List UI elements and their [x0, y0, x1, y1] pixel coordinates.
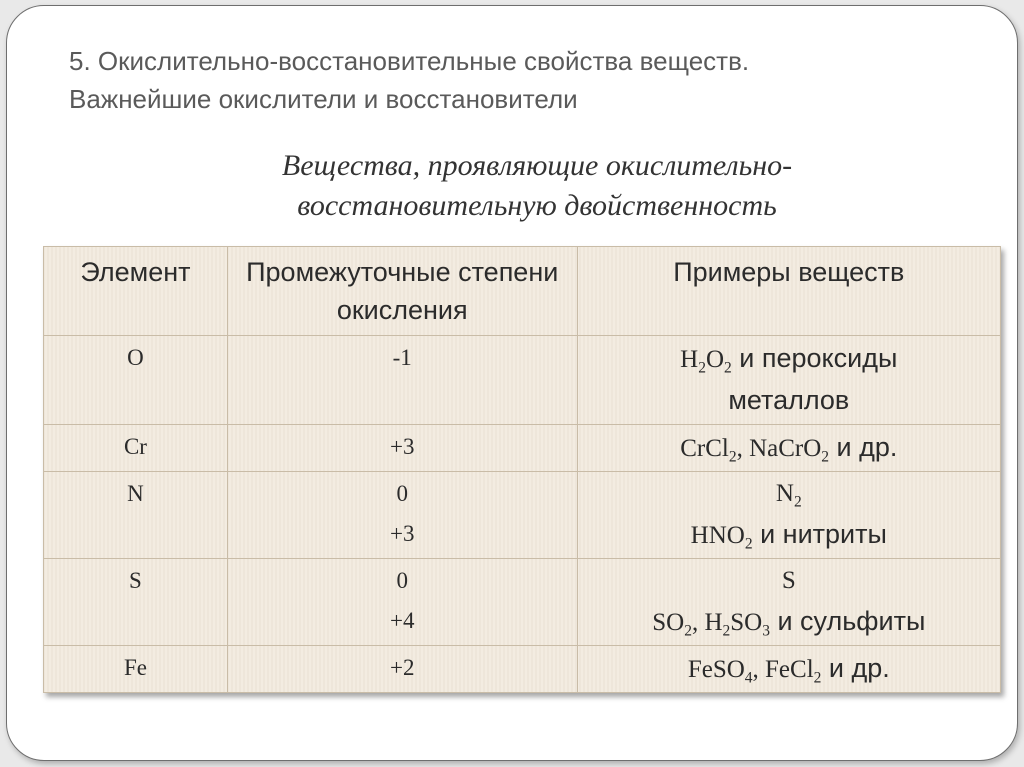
slide-subtitle	[137, 146, 937, 226]
cell-oxidation-state	[227, 472, 577, 559]
formula-text: , FeCl	[752, 656, 814, 683]
table-header-row	[44, 247, 1001, 336]
example-text: металлов	[728, 385, 850, 415]
subtitle-line-1: Вещества, проявляющие окислительно-	[281, 149, 793, 182]
example-text: и др.	[821, 653, 890, 683]
oxidation-value: -1	[392, 345, 412, 370]
table-row	[44, 559, 1001, 646]
table-row	[44, 336, 1001, 425]
formula-text: SO	[730, 609, 763, 636]
cell-element: Fe	[44, 646, 228, 693]
formula-text: FeSO	[687, 656, 745, 683]
formula-subscript: 2	[793, 493, 802, 511]
example-line	[584, 601, 994, 643]
example-line	[584, 648, 994, 690]
cell-examples	[577, 559, 1000, 646]
formula-subscript: 4	[744, 669, 753, 687]
example-line	[584, 474, 994, 514]
oxidation-value: +3	[389, 434, 415, 459]
cell-oxidation-state	[227, 336, 577, 425]
header-oxidation-line-2: степени окисления	[336, 257, 559, 325]
formula-text: N	[775, 480, 794, 507]
table-row	[44, 646, 1001, 693]
table-row	[44, 472, 1001, 559]
formula-subscript: 2	[821, 448, 830, 466]
example-line	[584, 380, 994, 422]
slide	[6, 5, 1018, 761]
oxidation-value: 0	[396, 568, 408, 593]
formula-subscript: 2	[684, 622, 692, 640]
formula-text: S	[781, 567, 796, 594]
example-line	[584, 514, 994, 556]
cell-oxidation-state	[227, 425, 577, 472]
formula-text: , H	[691, 609, 723, 636]
formula-text: SO	[652, 609, 685, 636]
example-line	[584, 561, 994, 601]
header-element: Элемент	[44, 247, 228, 336]
formula-text: CrCl	[680, 435, 729, 462]
header-examples: Примеры веществ	[577, 247, 1000, 336]
title-line-2: Важнейшие окислители и восстановители	[69, 84, 578, 114]
oxidation-value: 0	[396, 481, 408, 506]
table-row	[44, 425, 1001, 472]
formula-subscript: 2	[698, 359, 706, 377]
oxidation-value: +3	[389, 521, 415, 546]
example-text: и сульфиты	[769, 606, 926, 636]
cell-oxidation-state	[227, 559, 577, 646]
example-text: и нитриты	[752, 519, 887, 549]
cell-element: O	[44, 336, 228, 425]
example-text: и др.	[829, 432, 898, 462]
cell-examples	[577, 336, 1000, 425]
formula-text: H	[680, 346, 699, 373]
formula-subscript: 3	[762, 622, 770, 640]
cell-examples	[577, 646, 1000, 693]
formula-subscript: 2	[728, 448, 737, 466]
oxidation-value: +2	[389, 655, 415, 680]
formula-subscript: 2	[724, 359, 732, 377]
subtitle-line-2: восстановительную двойственность	[297, 189, 777, 222]
cell-oxidation-state	[227, 646, 577, 693]
oxidation-value: +4	[389, 608, 415, 633]
formula-text: , NaCrO	[736, 435, 822, 462]
formula-subscript: 2	[813, 669, 822, 687]
header-oxidation-line-1: Промежуточные	[246, 257, 451, 287]
table-body	[44, 336, 1001, 693]
cell-element: S	[44, 559, 228, 646]
example-line	[584, 338, 994, 380]
formula-subscript: 2	[722, 622, 731, 640]
substances-table	[43, 246, 1001, 693]
cell-element: N	[44, 472, 228, 559]
cell-examples	[577, 472, 1000, 559]
example-line	[584, 427, 994, 469]
header-oxidation-states	[227, 247, 577, 336]
cell-element: Cr	[44, 425, 228, 472]
cell-examples	[577, 425, 1000, 472]
formula-text: HNO	[690, 522, 745, 549]
title-line-1: 5. Окислительно-восстановительные свойства веществ.	[69, 46, 750, 76]
slide-title	[69, 42, 969, 118]
example-text: и пероксиды	[731, 343, 898, 373]
formula-text: O	[705, 346, 725, 373]
formula-subscript: 2	[744, 535, 753, 553]
